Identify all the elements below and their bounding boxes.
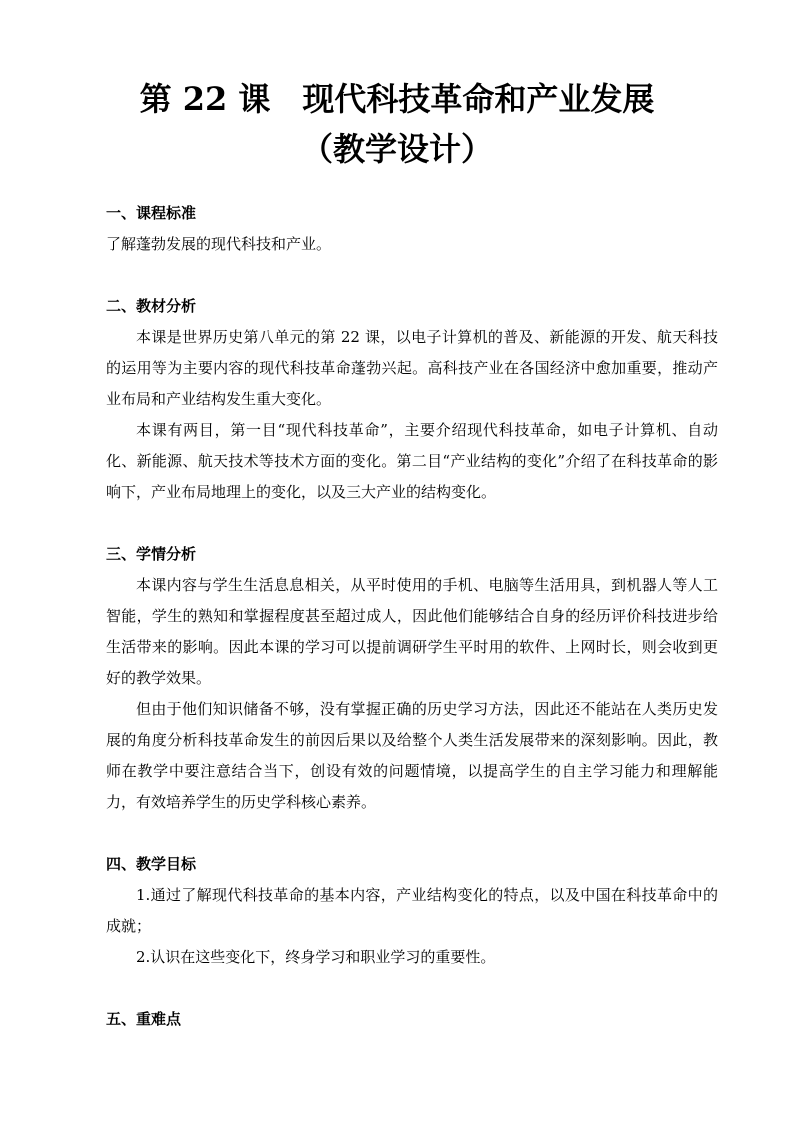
section-key-points xyxy=(106,1004,718,1035)
section-heading: 五、重难点 xyxy=(106,1010,182,1028)
paragraph: 了解蓬勃发展的现代科技和产业。 xyxy=(106,235,332,253)
title-line-2: （教学设计） xyxy=(300,130,493,168)
spacer xyxy=(106,973,718,1004)
paragraph: 本课有两目，第一目“现代科技革命”，主要介绍现代科技革命，如电子计算机、自动化、新能源、航天技术等技术方面的变化。第二目“产业结构的变化”介绍了在科技革命的影响下，产业布局地理上的变化，以及三大产业的结构变化。 xyxy=(106,421,718,501)
paragraph: 但由于他们知识储备不够，没有掌握正确的历史学习方法，因此还不能站在人类历史发展的角度分析科技革命发生的前因后果以及给整个人类生活发展带来的深刻影响。因此，教师在教学中要注意结合当下，创设有效的问题情境，以提高学生的自主学习能力和理解能力，有效培养学生的历史学科核心素养。 xyxy=(106,700,718,811)
section-heading: 一、课程标准 xyxy=(106,204,197,222)
document-body xyxy=(106,198,718,1035)
lesson-number: 第 22 课 xyxy=(139,80,271,118)
spacer xyxy=(106,260,718,291)
section-heading: 三、学情分析 xyxy=(106,545,197,563)
section-heading: 二、教材分析 xyxy=(106,297,197,315)
section-student-analysis xyxy=(106,539,718,818)
spacer xyxy=(106,818,718,849)
title-line-1 xyxy=(0,74,794,124)
section-teaching-objectives xyxy=(106,849,718,973)
paragraph: 2.认识在这些变化下，终身学习和职业学习的重要性。 xyxy=(136,948,496,966)
section-heading: 四、教学目标 xyxy=(106,855,197,873)
paragraph: 本课内容与学生生活息息相关，从平时使用的手机、电脑等生活用具，到机器人等人工智能，学生的熟知和掌握程度甚至超过成人，因此他们能够结合自身的经历评价科技进步给生活带来的影响。因此本课的学习可以提前调研学生平时用的软件、上网时长，则会收到更好的教学效果。 xyxy=(106,576,718,687)
paragraph: 1.通过了解现代科技革命的基本内容，产业结构变化的特点，以及中国在科技革命中的成就； xyxy=(106,886,718,935)
section-textbook-analysis xyxy=(106,291,718,508)
document-title xyxy=(0,74,794,174)
section-curriculum-standard xyxy=(106,198,718,260)
spacer xyxy=(106,508,718,539)
paragraph: 本课是世界历史第八单元的第 22 课，以电子计算机的普及、新能源的开发、航天科技的运用等为主要内容的现代科技革命蓬勃兴起。高科技产业在各国经济中愈加重要，推动产业布局和产业结构发生重大变化。 xyxy=(106,328,718,408)
lesson-title: 现代科技革命和产业发展 xyxy=(302,80,655,118)
